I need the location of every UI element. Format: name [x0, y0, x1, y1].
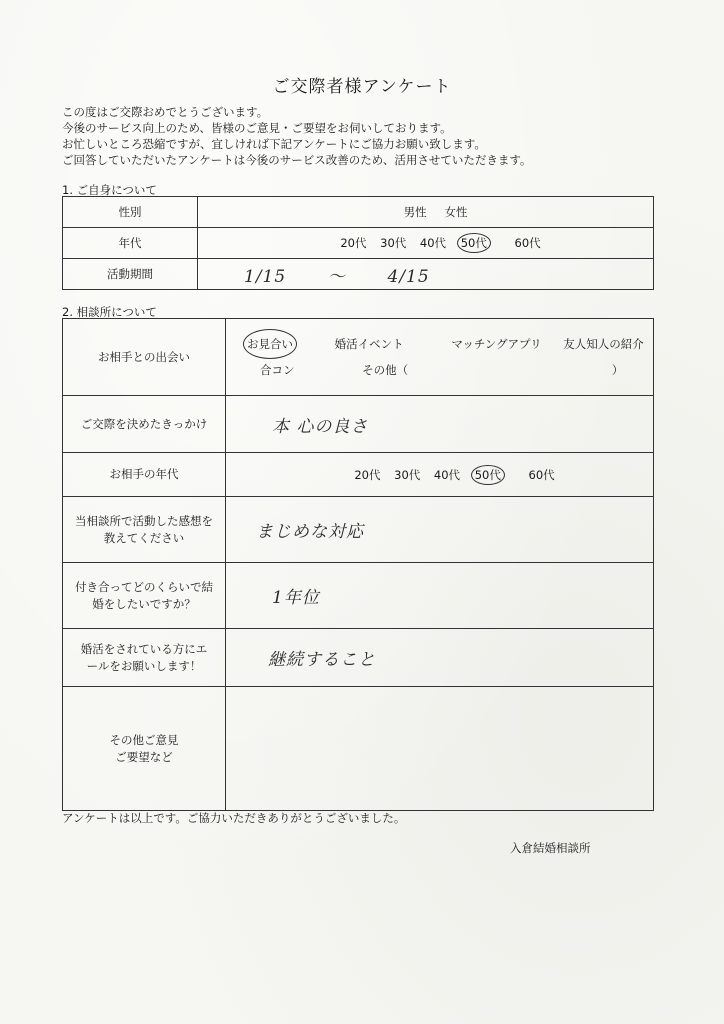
- other-answer-field[interactable]: [226, 687, 654, 811]
- section1-heading: 1. ご自身について: [62, 183, 157, 197]
- period-to: 4/15: [387, 266, 430, 287]
- other-label-line: その他ご意見: [109, 732, 179, 747]
- period-answer[interactable]: [198, 259, 654, 290]
- cheer-answer: 継続すること: [268, 650, 376, 670]
- option-60s[interactable]: 60代: [514, 236, 541, 250]
- option-female[interactable]: 女性: [444, 205, 468, 219]
- reason-answer-field[interactable]: [226, 396, 654, 453]
- timeline-row: [63, 563, 654, 629]
- timeline-answer: 1年位: [272, 588, 320, 608]
- option-friend-intro[interactable]: 友人知人の紹介: [563, 337, 644, 351]
- intro-line: 今後のサービス向上のため、皆様のご意見・ご要望をお伺いしております。: [62, 121, 452, 135]
- other-row: [63, 687, 654, 811]
- option-konkatsu-event[interactable]: 婚活イベント: [334, 337, 404, 351]
- age-options[interactable]: [198, 228, 654, 259]
- option-30s[interactable]: 30代: [380, 236, 407, 250]
- option-20s[interactable]: 20代: [340, 236, 367, 250]
- meeting-label: お相手との出会い: [63, 319, 226, 396]
- option-male[interactable]: 男性: [403, 205, 427, 219]
- self-info-table: [62, 196, 654, 290]
- intro-line: お忙しいところ恐縮ですが、宜しければ下記アンケートにご協力お願い致します。: [62, 137, 486, 151]
- partner-age-options[interactable]: [226, 453, 654, 497]
- organization-name: 入倉結婚相談所: [510, 841, 591, 855]
- impression-answer-field[interactable]: [226, 497, 654, 563]
- gender-options[interactable]: [198, 197, 654, 228]
- option-40s[interactable]: 40代: [419, 236, 447, 250]
- option-other[interactable]: その他（: [362, 363, 409, 377]
- cheer-label: 婚活をされている方にエールをお願いします！: [63, 629, 226, 687]
- other-label: [63, 687, 226, 811]
- reason-row: [63, 396, 654, 453]
- reason-label: ご交際を決めたきっかけ: [63, 396, 226, 453]
- partner-age-label: お相手の年代: [63, 453, 226, 497]
- page-title: ご交際者様アンケート: [272, 77, 452, 97]
- footer-text: アンケートは以上です。ご協力いただきありがとうございました。: [62, 811, 406, 825]
- meeting-row: [63, 319, 654, 396]
- section2-heading: 2. 相談所について: [62, 305, 157, 319]
- option-50s-selected[interactable]: 50代: [471, 465, 505, 485]
- option-matching-app[interactable]: マッチングアプリ: [451, 337, 542, 351]
- intro-line: この度はご交際おめでとうございます。: [62, 105, 269, 119]
- impression-answer: まじめな対応: [256, 522, 364, 542]
- cheer-row: [63, 629, 654, 687]
- period-tilde: ～: [327, 266, 346, 287]
- period-from: 1/15: [244, 266, 287, 287]
- timeline-answer-field[interactable]: [226, 563, 654, 629]
- intro-line: ご回答していただいたアンケートは今後のサービス改善のため、活用させていただきます。: [62, 153, 532, 167]
- impression-row: [63, 497, 654, 563]
- reason-answer: 本 心の良さ: [272, 416, 369, 437]
- option-other-close: ）: [611, 363, 624, 377]
- partner-age-row: [63, 453, 654, 497]
- other-label-line: ご要望など: [115, 749, 173, 764]
- gender-label: 性別: [63, 197, 198, 228]
- option-20s[interactable]: 20代: [354, 467, 381, 482]
- age-row: [63, 228, 654, 259]
- gender-row: [63, 197, 654, 228]
- option-omiai-selected[interactable]: お見合い: [243, 329, 297, 359]
- option-60s[interactable]: 60代: [528, 467, 555, 482]
- option-50s-selected[interactable]: 50代: [457, 233, 491, 253]
- agency-table: [62, 318, 654, 811]
- impression-label: 当相談所で活動した感想を教えてください: [63, 497, 226, 563]
- option-30s[interactable]: 30代: [394, 467, 421, 482]
- option-goukon[interactable]: 合コン: [260, 363, 295, 377]
- option-40s[interactable]: 40代: [433, 467, 461, 482]
- intro-text: [62, 104, 531, 168]
- period-label: 活動期間: [63, 259, 198, 290]
- meeting-options[interactable]: [226, 319, 654, 396]
- timeline-label: 付き合ってどのくらいで結婚をしたいですか？: [63, 563, 226, 629]
- age-label: 年代: [63, 228, 198, 259]
- cheer-answer-field[interactable]: [226, 629, 654, 687]
- period-row: [63, 259, 654, 290]
